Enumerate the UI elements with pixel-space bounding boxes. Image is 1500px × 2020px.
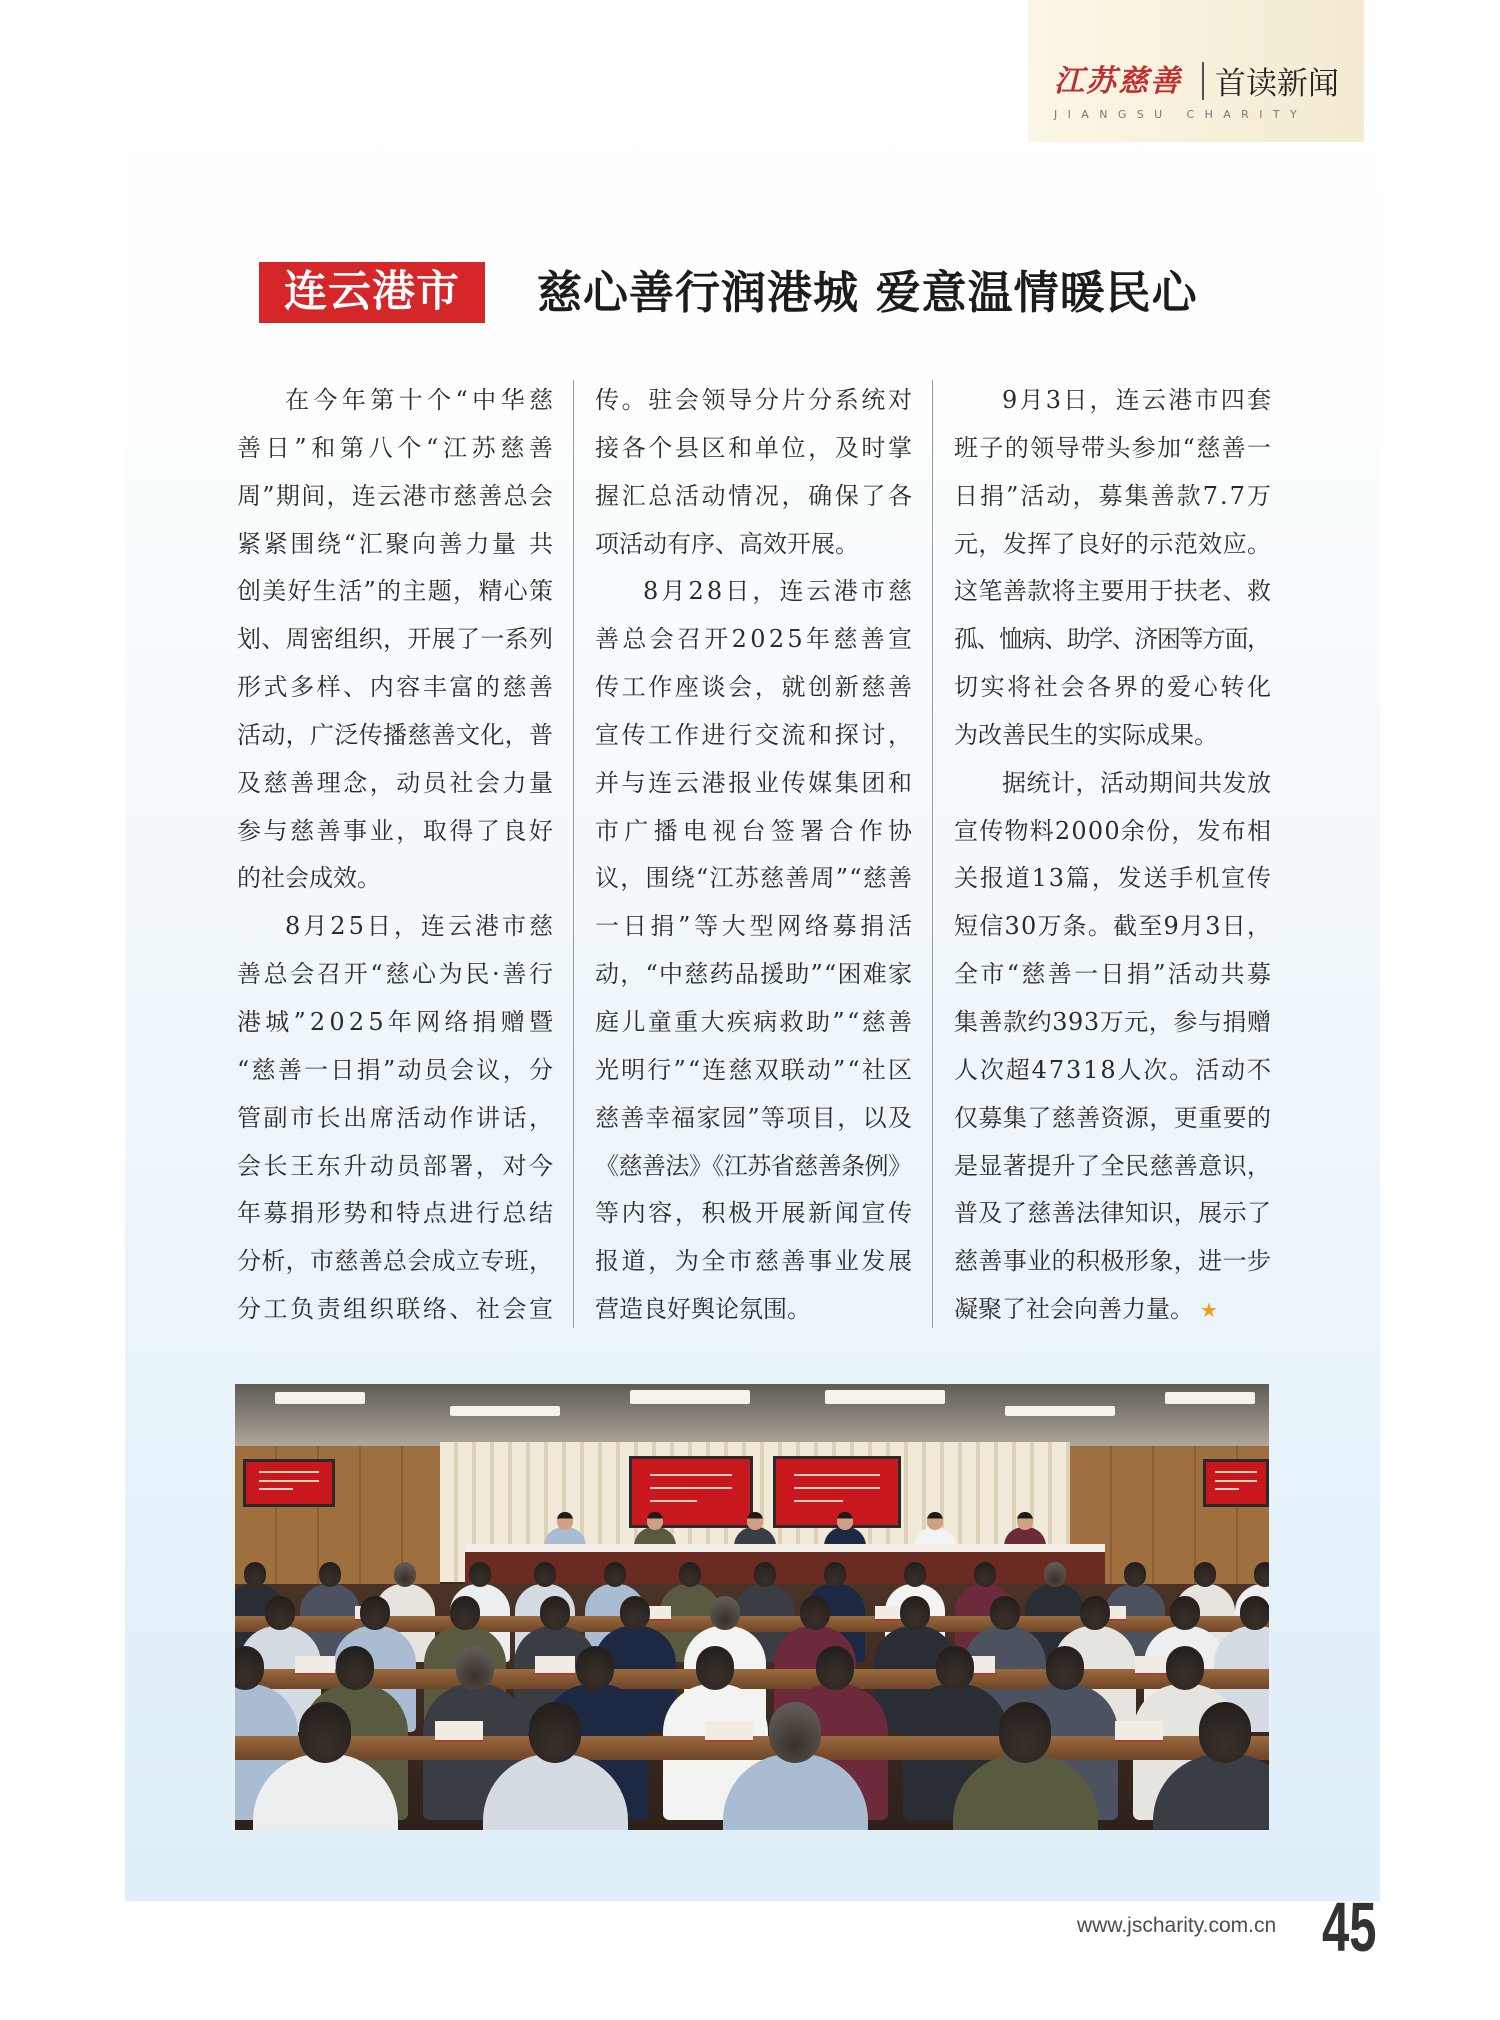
ceiling-light <box>825 1390 945 1404</box>
text-line-content: 善总会召开“慈心为民·善行 <box>237 960 556 989</box>
attendee-head <box>800 1596 830 1630</box>
text-line <box>954 1047 1273 1095</box>
text-line <box>954 616 1270 664</box>
column-divider <box>573 380 574 1328</box>
text-line-content: 庭儿童重大疾病救助”“慈善 <box>595 1007 915 1036</box>
text-line <box>237 1286 556 1334</box>
attendee-head <box>754 1562 776 1587</box>
text-line <box>954 473 1273 521</box>
header-divider <box>1202 62 1204 100</box>
text-line-content: 管副市长出席活动作讲话， <box>237 1103 556 1132</box>
text-line <box>595 1190 915 1238</box>
text-line-content: 切实将社会各界的爱心转化 <box>954 673 1274 702</box>
text-line-content: 普及了慈善法律知识，展示了 <box>954 1199 1272 1228</box>
screen-text-line <box>259 1471 319 1473</box>
text-line-content: 光明行”“连慈双联动”“社区 <box>595 1055 915 1084</box>
screen-text-line <box>794 1474 879 1476</box>
text-line-content: 传工作座谈会，就创新慈善 <box>595 673 915 702</box>
text-line-content: 创美好生活”的主题，精心策 <box>237 577 555 606</box>
attendee-head <box>1240 1596 1269 1630</box>
text-line-content: 动，“中慈药品援助”“困难家 <box>595 960 914 989</box>
text-line <box>595 760 915 808</box>
text-line <box>643 568 915 616</box>
text-line-content: 凝聚了社会向善力量。 <box>954 1295 1194 1324</box>
attendee-head <box>1170 1596 1200 1630</box>
attendee-head <box>679 1562 701 1587</box>
text-line-content: 并与连云港报业传媒集团和 <box>595 768 915 797</box>
name-card <box>1115 1721 1163 1743</box>
text-line-content: 《慈善法》《江苏省慈善条例》 <box>595 1151 912 1180</box>
attendee-head <box>1124 1562 1146 1587</box>
text-line <box>595 1238 915 1286</box>
attendee-head <box>450 1596 480 1630</box>
text-line <box>237 855 381 903</box>
text-line <box>954 712 1218 760</box>
attendee-head <box>1044 1562 1066 1587</box>
attendee-head <box>1046 1646 1084 1690</box>
attendee-head <box>769 1702 821 1763</box>
text-line <box>595 999 914 1047</box>
attendee-head <box>576 1646 614 1690</box>
text-line <box>595 1047 914 1095</box>
text-line <box>595 1143 911 1191</box>
attendee-head <box>696 1646 734 1690</box>
text-line <box>237 473 554 521</box>
text-line-content: 接各个县区和单位，及时掌 <box>595 433 915 462</box>
text-line <box>595 808 917 856</box>
text-line <box>595 1286 811 1334</box>
text-line <box>954 855 1273 903</box>
text-line <box>237 664 556 712</box>
screen-text-line <box>1215 1480 1257 1482</box>
text-line-content: 的社会成效。 <box>237 864 381 893</box>
text-line <box>237 1190 556 1238</box>
text-line-content: 会长王东升动员部署，对今 <box>237 1151 556 1180</box>
page-number: 45 <box>1322 1888 1377 1966</box>
text-line-content: 慈善幸福家园”等项目，以及 <box>595 1103 914 1132</box>
text-line <box>954 568 1271 616</box>
attendee-head <box>1080 1596 1110 1630</box>
attendee-head <box>299 1702 351 1763</box>
text-line-content: “慈善一日捐”动员会议，分 <box>237 1055 556 1084</box>
text-line <box>285 377 557 425</box>
text-line-content: 在今年第十个“中华慈 <box>285 386 558 414</box>
text-line-content: 紧紧围绕“汇聚向善力量 共 <box>237 529 556 558</box>
text-line-content: 善总会召开2025年慈善宣 <box>595 625 916 654</box>
text-line <box>595 712 915 760</box>
attendee-head <box>469 1562 491 1587</box>
magazine-logo: 江苏慈善 <box>1054 64 1182 99</box>
text-line <box>595 377 915 425</box>
attendee-head <box>1017 1512 1032 1530</box>
attendee-head <box>1254 1562 1269 1587</box>
screen-text-line <box>650 1500 697 1502</box>
screen-text-line <box>650 1487 733 1489</box>
column-divider <box>932 380 933 1328</box>
text-line-content: 是显著提升了全民慈善意识， <box>954 1151 1272 1180</box>
display-screen <box>1203 1459 1269 1507</box>
text-line <box>954 1238 1271 1286</box>
text-line-content: 宣传工作进行交流和探讨， <box>595 720 915 749</box>
text-line <box>237 568 554 616</box>
article-title: 慈心善行润港城 爱意温情暖民心 <box>537 266 1198 319</box>
attendee-head <box>319 1562 341 1587</box>
text-line-content: 8月28日，连云港市慈 <box>643 577 916 606</box>
ceiling-light <box>1005 1406 1115 1416</box>
attendee-head <box>927 1512 942 1530</box>
text-line-content: 一日捐”等大型网络募捐活 <box>595 912 916 941</box>
text-line <box>954 1286 1218 1334</box>
attendee-head <box>974 1562 996 1587</box>
text-line-content: 项活动有序、高效开展。 <box>595 529 859 558</box>
text-line <box>237 521 556 569</box>
text-line <box>237 999 557 1047</box>
text-line <box>595 951 913 999</box>
screen-text-line <box>794 1500 843 1502</box>
text-line <box>595 616 915 664</box>
attendee-head <box>710 1596 740 1630</box>
text-line-content: 元，发挥了良好的示范效应。 <box>954 529 1272 558</box>
text-line-content: 为改善民生的实际成果。 <box>954 720 1218 749</box>
attendee-head <box>534 1562 556 1587</box>
text-line <box>237 1047 555 1095</box>
magazine-logo-english: JIANGSU CHARITY <box>1054 108 1308 121</box>
text-line <box>954 1095 1271 1143</box>
text-line <box>595 855 913 903</box>
text-line-content: 慈善事业的积极形象，进一步 <box>954 1247 1272 1276</box>
text-line-content: 握汇总活动情况，确保了各 <box>595 481 915 510</box>
attendee-head <box>904 1562 926 1587</box>
ceiling-light <box>450 1406 560 1416</box>
attendee-head <box>336 1646 374 1690</box>
screen-text-line <box>259 1480 319 1482</box>
attendee-head <box>394 1562 416 1587</box>
text-line <box>237 1238 553 1286</box>
end-star-icon: ★ <box>1200 1298 1218 1323</box>
attendee-head <box>816 1646 854 1690</box>
attendee-head <box>360 1596 390 1630</box>
text-line-content: 集善款约393万元，参与捐赠 <box>954 1007 1272 1036</box>
text-line <box>954 664 1274 712</box>
text-line <box>1002 377 1273 425</box>
text-line <box>595 664 915 712</box>
attendee-head <box>540 1596 570 1630</box>
text-line <box>954 951 1273 999</box>
text-line-content: 传。驻会领导分片分系统对 <box>595 386 915 414</box>
attendee-head <box>647 1512 662 1530</box>
text-line <box>954 903 1272 951</box>
text-line-content: 8月25日，连云港市慈 <box>285 912 557 941</box>
text-line-content: 分析，市慈善总会成立专班， <box>237 1247 554 1276</box>
ceiling-light <box>1165 1392 1255 1404</box>
attendee-head <box>265 1596 295 1630</box>
text-line-content: 市广播电视台签署合作协 <box>595 816 918 845</box>
text-line-content: 港城”2025年网络捐赠暨 <box>237 1007 558 1036</box>
text-line-content: 等内容，积极开展新闻宣传 <box>595 1199 915 1228</box>
ceiling-light <box>275 1392 365 1404</box>
text-line-content: 班子的领导带头参加“慈善一 <box>954 433 1273 462</box>
text-line <box>954 521 1271 569</box>
text-line <box>954 808 1272 856</box>
text-line-content: 分工负责组织联络、社会宣 <box>237 1295 556 1324</box>
text-line <box>954 999 1272 1047</box>
text-line-content: 报道，为全市慈善事业发展 <box>595 1247 915 1276</box>
section-name: 首读新闻 <box>1215 66 1339 102</box>
text-line-content: 参与慈善事业，取得了良好 <box>237 816 556 845</box>
screen-text-line <box>794 1487 879 1489</box>
text-line-content: 仅募集了慈善资源，更重要的 <box>954 1103 1272 1132</box>
magazine-header-badge <box>1028 0 1364 142</box>
text-line <box>237 1143 556 1191</box>
attendee-head <box>1194 1562 1216 1587</box>
text-line <box>237 616 553 664</box>
attendee-head <box>604 1562 626 1587</box>
text-line <box>237 425 558 473</box>
attendee-head <box>990 1596 1020 1630</box>
text-line-content: 人次超47318人次。活动不 <box>954 1055 1273 1084</box>
text-line <box>237 808 556 856</box>
text-line-content: 形式多样、内容丰富的慈善 <box>237 673 556 702</box>
text-line <box>237 712 553 760</box>
text-line-content: 短信30万条。截至9月3日， <box>954 912 1273 941</box>
article-column-1 <box>237 377 558 1334</box>
text-line-content: 关报道13篇，发送手机宣传 <box>954 864 1273 893</box>
name-card <box>705 1721 753 1743</box>
text-line-content: 9月3日，连云港市四套 <box>1002 386 1274 414</box>
text-line <box>595 425 915 473</box>
name-card <box>295 1656 335 1674</box>
text-line-content: 据统计，活动期间共发放 <box>1002 768 1272 797</box>
attendee-head <box>824 1562 846 1587</box>
text-line-content: 这笔善款将主要用于扶老、救 <box>954 577 1272 606</box>
text-line-content: 周”期间，连云港市慈善总会 <box>237 481 555 510</box>
text-line-content: 及慈善理念，动员社会力量 <box>237 768 556 797</box>
attendee-head <box>999 1702 1051 1763</box>
display-screen <box>243 1459 335 1507</box>
attendee-head <box>529 1702 581 1763</box>
screen-text-line <box>1215 1471 1257 1473</box>
attendee-head <box>557 1512 572 1530</box>
text-line <box>595 903 916 951</box>
text-line <box>595 473 915 521</box>
text-line <box>237 1095 556 1143</box>
article-column-2 <box>595 377 918 1334</box>
text-line-content: 年募捐形势和特点进行总结 <box>237 1199 556 1228</box>
screen-text-line <box>1215 1488 1239 1490</box>
text-line-content: 划、周密组织，开展了一系列 <box>237 625 554 654</box>
text-line-content: 宣传物料2000余份，发布相 <box>954 816 1273 845</box>
city-tag: 连云港市 <box>259 262 485 323</box>
table <box>235 1669 1269 1689</box>
article-column-3 <box>954 377 1274 1334</box>
text-line <box>285 903 556 951</box>
meeting-photo <box>235 1384 1269 1830</box>
website-url: www.jscharity.com.cn <box>1077 1914 1277 1937</box>
text-line-content: 全市“慈善一日捐”活动共募 <box>954 960 1274 989</box>
text-line-content: 营造良好舆论氛围。 <box>595 1295 811 1324</box>
attendee-head <box>747 1512 762 1530</box>
text-line <box>595 1095 913 1143</box>
text-line <box>1002 760 1272 808</box>
text-line-content: 活动，广泛传播慈善文化，普 <box>237 720 554 749</box>
text-line <box>237 951 556 999</box>
text-line-content: 议，围绕“江苏慈善周”“慈善 <box>595 864 914 893</box>
attendee-head <box>936 1646 974 1690</box>
text-line <box>954 425 1272 473</box>
name-card <box>435 1721 483 1743</box>
attendee-head <box>1199 1702 1251 1763</box>
screen-text-line <box>650 1474 733 1476</box>
screen-text-line <box>259 1488 293 1490</box>
head-table <box>465 1544 1105 1586</box>
text-line <box>954 1143 1271 1191</box>
attendee-head <box>900 1596 930 1630</box>
text-line <box>595 521 859 569</box>
attendee-head <box>837 1512 852 1530</box>
text-line <box>954 1190 1271 1238</box>
ceiling-light <box>630 1390 750 1404</box>
text-line <box>237 760 556 808</box>
text-line-content: 日捐”活动，募集善款7.7万 <box>954 481 1274 510</box>
text-line-content: 善日”和第八个“江苏慈善 <box>237 433 558 462</box>
attendee-head <box>620 1596 650 1630</box>
text-line-content: 孤、恤病、助学、济困等方面， <box>954 625 1270 654</box>
name-card <box>535 1656 575 1674</box>
attendee-head <box>1166 1646 1204 1690</box>
attendee-head <box>456 1646 494 1690</box>
attendee-head <box>244 1562 266 1587</box>
